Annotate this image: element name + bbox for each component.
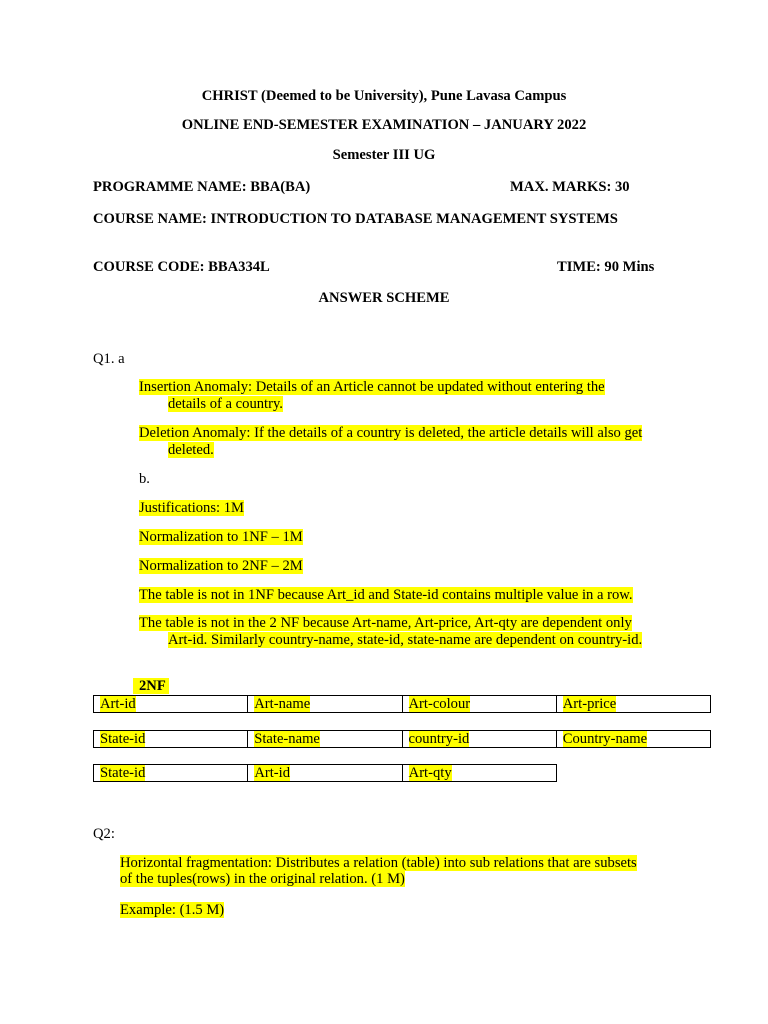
normalization-1nf-marks: Normalization to 1NF – 1M <box>139 529 303 545</box>
insertion-anomaly-line1: Insertion Anomaly: Details of an Article cannot be updated without entering the <box>139 379 605 395</box>
table-cell: Art-qty <box>408 765 452 781</box>
insertion-anomaly-line2: details of a country. <box>168 396 283 412</box>
table-cell: State-id <box>100 731 146 747</box>
horizontal-fragmentation-line2: of the tuples(rows) in the original relation. (1 M) <box>120 871 405 887</box>
semester: Semester III UG <box>332 147 436 163</box>
table-row <box>94 765 557 782</box>
normalization-2nf-marks: Normalization to 2NF – 2M <box>139 558 303 574</box>
table-state <box>93 730 711 748</box>
table-art <box>93 695 711 713</box>
programme-name: PROGRAMME NAME: BBA(BA) <box>93 179 311 195</box>
deletion-anomaly-line1: Deletion Anomaly: If the details of a country is deleted, the article details will also get <box>139 425 643 441</box>
table-cell: Country-name <box>562 731 648 747</box>
horizontal-fragmentation <box>120 855 676 887</box>
not-2nf-line1: The table is not in the 2 NF because Art-name, Art-price, Art-qty are dependent only <box>139 615 632 631</box>
q2-label: Q2: <box>93 826 115 842</box>
university-name: CHRIST (Deemed to be University), Pune Lavasa Campus <box>201 88 567 104</box>
exam-title: ONLINE END-SEMESTER EXAMINATION – JANUARY 2022 <box>181 117 587 133</box>
q1b-label: b. <box>139 471 150 487</box>
table-row <box>94 731 711 748</box>
2nf-heading: 2NF <box>133 678 169 694</box>
insertion-anomaly <box>139 379 674 413</box>
example-marks: Example: (1.5 M) <box>120 902 225 918</box>
horizontal-fragmentation-line1: Horizontal fragmentation: Distributes a relation (table) into sub relations that are subsets <box>120 855 637 871</box>
deletion-anomaly <box>139 425 674 459</box>
table-cell: State-id <box>100 765 146 781</box>
course-code: COURSE CODE: BBA334L <box>93 259 270 275</box>
table-cell: Art-name <box>254 696 311 712</box>
justifications-marks: Justifications: 1M <box>139 500 244 516</box>
max-marks: MAX. MARKS: 30 <box>510 179 630 195</box>
course-name: COURSE NAME: INTRODUCTION TO DATABASE MANAGEMENT SYSTEMS <box>93 211 618 227</box>
table-cell: State-name <box>254 731 320 747</box>
answer-scheme-title: ANSWER SCHEME <box>318 290 450 306</box>
table-cell: Art-colour <box>408 696 471 712</box>
not-1nf-reason: The table is not in 1NF because Art_id and State-id contains multiple value in a row. <box>139 587 633 603</box>
table-cell: Art-price <box>562 696 617 712</box>
table-cell: Art-id <box>100 696 136 712</box>
table-state-art <box>93 764 557 782</box>
table-cell: country-id <box>408 731 470 747</box>
not-2nf-line2: Art-id. Similarly country-name, state-id, state-name are dependent on country-id. <box>168 632 643 648</box>
not-2nf-reason <box>139 615 674 649</box>
table-row <box>94 696 711 713</box>
time-allowed: TIME: 90 Mins <box>557 259 655 275</box>
q1-label: Q1. a <box>93 351 125 367</box>
deletion-anomaly-line2: deleted. <box>168 442 214 458</box>
table-cell: Art-id <box>254 765 290 781</box>
